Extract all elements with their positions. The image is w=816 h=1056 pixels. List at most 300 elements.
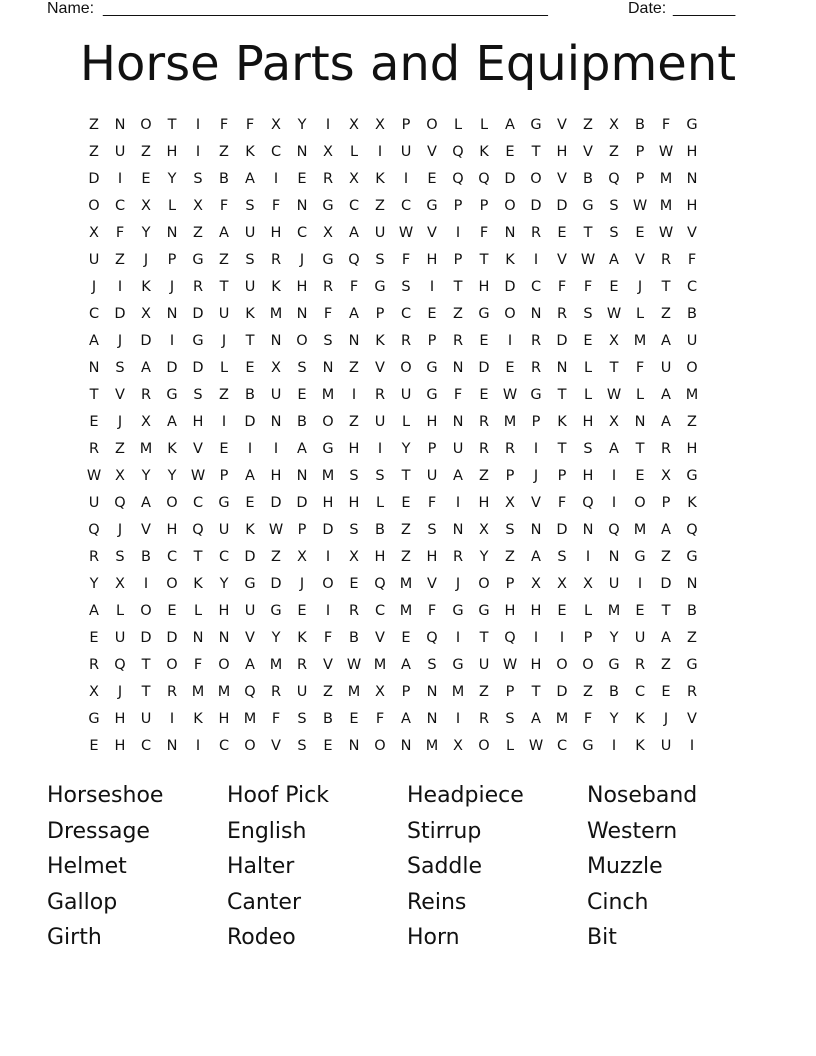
grid-letter: G bbox=[322, 198, 334, 214]
grid-letter: I bbox=[351, 387, 357, 403]
grid-letter: F bbox=[349, 279, 359, 295]
grid-letter: C bbox=[530, 279, 542, 295]
grid-letter: D bbox=[556, 333, 568, 349]
grid-letter: O bbox=[166, 495, 178, 511]
grid-letter: Q bbox=[244, 684, 256, 700]
grid-letter: D bbox=[166, 360, 178, 376]
grid-letter: Y bbox=[609, 630, 619, 646]
grid-letter: X bbox=[271, 117, 281, 133]
grid-letter: R bbox=[686, 684, 698, 700]
grid-letter: B bbox=[583, 171, 593, 187]
grid-letter: Z bbox=[661, 657, 671, 673]
grid-letter: H bbox=[530, 657, 542, 673]
grid-letter: U bbox=[114, 144, 126, 160]
grid-letter: Z bbox=[219, 144, 229, 160]
grid-letter: N bbox=[114, 117, 126, 133]
grid-letter: H bbox=[270, 225, 282, 241]
grid-letter: X bbox=[375, 684, 385, 700]
grid-letter: G bbox=[426, 198, 438, 214]
grid-letter: L bbox=[219, 360, 229, 376]
grid-letter: T bbox=[219, 279, 229, 295]
grid-letter: G bbox=[426, 360, 438, 376]
grid-letter: A bbox=[505, 117, 515, 133]
grid-letter: Q bbox=[608, 522, 620, 538]
grid-letter: Z bbox=[115, 441, 125, 457]
grid-letter: D bbox=[530, 198, 542, 214]
grid-letter: I bbox=[455, 225, 461, 241]
grid-letter: M bbox=[425, 738, 439, 754]
grid-letter: A bbox=[531, 711, 541, 727]
grid-letter: E bbox=[505, 144, 515, 160]
grid-letter: D bbox=[114, 306, 126, 322]
grid-letter: Q bbox=[88, 522, 100, 538]
grid-letter: S bbox=[297, 360, 307, 376]
grid-letter: R bbox=[322, 171, 334, 187]
word-list-item: Rodeo bbox=[227, 925, 296, 950]
grid-letter: V bbox=[687, 225, 697, 241]
grid-letter: N bbox=[400, 738, 412, 754]
grid-letter: K bbox=[375, 171, 385, 187]
grid-letter: R bbox=[660, 441, 672, 457]
grid-letter: S bbox=[609, 225, 619, 241]
grid-letter: H bbox=[478, 495, 490, 511]
grid-letter: H bbox=[322, 495, 334, 511]
grid-letter: M bbox=[451, 684, 465, 700]
grid-letter: E bbox=[245, 360, 255, 376]
grid-letter: F bbox=[427, 603, 437, 619]
grid-letter: K bbox=[505, 252, 515, 268]
grid-letter: U bbox=[244, 225, 256, 241]
word-list-item: Canter bbox=[227, 889, 301, 915]
grid-letter: V bbox=[557, 252, 567, 268]
grid-letter: V bbox=[245, 630, 255, 646]
grid-letter: M bbox=[269, 306, 283, 322]
grid-letter: U bbox=[244, 603, 256, 619]
grid-letter: Q bbox=[686, 522, 698, 538]
grid-letter: I bbox=[455, 495, 461, 511]
grid-letter: R bbox=[530, 333, 542, 349]
grid-letter: I bbox=[585, 549, 591, 565]
grid-letter: Z bbox=[661, 306, 671, 322]
word-list-item: Gallop bbox=[47, 889, 118, 915]
grid-letter: Z bbox=[271, 549, 281, 565]
grid-letter: R bbox=[556, 306, 568, 322]
word-list-item: Cinch bbox=[587, 889, 649, 915]
grid-letter: R bbox=[530, 360, 542, 376]
grid-letter: F bbox=[271, 198, 281, 214]
grid-letter: H bbox=[218, 603, 230, 619]
grid-letter: M bbox=[347, 684, 361, 700]
grid-letter: C bbox=[140, 738, 152, 754]
grid-letter: Y bbox=[167, 468, 177, 484]
grid-letter: U bbox=[426, 468, 438, 484]
grid-letter: C bbox=[296, 225, 308, 241]
grid-letter: M bbox=[399, 576, 413, 592]
grid-letter: V bbox=[141, 522, 151, 538]
grid-letter: T bbox=[557, 387, 567, 403]
name-label: Name: bbox=[47, 0, 95, 17]
grid-letter: T bbox=[193, 549, 203, 565]
grid-letter: D bbox=[504, 171, 516, 187]
grid-letter: G bbox=[478, 306, 490, 322]
grid-letter: L bbox=[349, 144, 359, 160]
grid-letter: S bbox=[557, 549, 567, 565]
grid-letter: G bbox=[322, 252, 334, 268]
word-list-row bbox=[47, 885, 767, 921]
grid-letter: F bbox=[375, 711, 385, 727]
grid-letter: X bbox=[141, 198, 151, 214]
grid-letter: I bbox=[455, 711, 461, 727]
grid-letter: T bbox=[609, 360, 619, 376]
grid-row bbox=[81, 706, 741, 733]
grid-letter: S bbox=[349, 468, 359, 484]
grid-letter: H bbox=[504, 603, 516, 619]
grid-letter: J bbox=[91, 279, 97, 295]
grid-letter: D bbox=[556, 684, 568, 700]
grid-letter: X bbox=[349, 549, 359, 565]
grid-letter: I bbox=[455, 630, 461, 646]
grid-letter: E bbox=[635, 225, 645, 241]
grid-letter: Z bbox=[349, 360, 359, 376]
grid-letter: M bbox=[633, 333, 647, 349]
grid-letter: U bbox=[114, 630, 126, 646]
grid-letter: C bbox=[192, 495, 204, 511]
grid-letter: S bbox=[375, 252, 385, 268]
grid-letter: S bbox=[297, 711, 307, 727]
grid-letter: I bbox=[611, 495, 617, 511]
grid-letter: A bbox=[609, 252, 619, 268]
grid-letter: W bbox=[580, 252, 596, 268]
grid-letter: S bbox=[323, 333, 333, 349]
grid-letter: A bbox=[141, 360, 151, 376]
grid-letter: G bbox=[686, 468, 698, 484]
grid-letter: E bbox=[661, 684, 671, 700]
grid-letter: O bbox=[218, 657, 230, 673]
grid-letter: E bbox=[401, 630, 411, 646]
grid-letter: R bbox=[88, 441, 100, 457]
grid-letter: G bbox=[166, 387, 178, 403]
grid-letter: O bbox=[166, 576, 178, 592]
grid-row bbox=[81, 571, 741, 598]
grid-letter: X bbox=[141, 414, 151, 430]
grid-letter: X bbox=[453, 738, 463, 754]
grid-letter: J bbox=[455, 576, 461, 592]
grid-letter: H bbox=[582, 414, 594, 430]
grid-letter: I bbox=[533, 252, 539, 268]
grid-letter: D bbox=[296, 495, 308, 511]
grid-letter: C bbox=[400, 306, 412, 322]
grid-letter: U bbox=[374, 225, 386, 241]
grid-letter: C bbox=[634, 684, 646, 700]
grid-letter: N bbox=[348, 333, 360, 349]
grid-letter: L bbox=[479, 117, 489, 133]
grid-letter: G bbox=[530, 117, 542, 133]
grid-letter: Z bbox=[687, 414, 697, 430]
grid-letter: K bbox=[479, 144, 489, 160]
grid-letter: A bbox=[661, 387, 671, 403]
grid-letter: Y bbox=[297, 117, 307, 133]
grid-letter: M bbox=[217, 684, 231, 700]
grid-letter: C bbox=[348, 198, 360, 214]
grid-letter: P bbox=[297, 522, 307, 538]
grid-letter: U bbox=[88, 495, 100, 511]
grid-letter: M bbox=[659, 198, 673, 214]
grid-letter: E bbox=[401, 495, 411, 511]
grid-letter: E bbox=[349, 576, 359, 592]
grid-letter: Z bbox=[479, 684, 489, 700]
grid-letter: S bbox=[609, 198, 619, 214]
grid-letter: Z bbox=[349, 414, 359, 430]
grid-letter: Z bbox=[193, 225, 203, 241]
word-list-item: Muzzle bbox=[587, 854, 663, 879]
grid-letter: P bbox=[635, 144, 645, 160]
grid-letter: F bbox=[583, 279, 593, 295]
grid-letter: R bbox=[660, 252, 672, 268]
grid-letter: S bbox=[583, 306, 593, 322]
grid-letter: B bbox=[245, 387, 255, 403]
grid-letter: F bbox=[323, 306, 333, 322]
word-list-item: Girth bbox=[47, 925, 102, 950]
grid-letter: T bbox=[583, 225, 593, 241]
grid-letter: W bbox=[528, 738, 544, 754]
grid-letter: D bbox=[244, 414, 256, 430]
grid-letter: H bbox=[166, 144, 178, 160]
word-list-row bbox=[47, 814, 767, 850]
grid-letter: G bbox=[452, 603, 464, 619]
grid-letter: A bbox=[401, 711, 411, 727]
grid-letter: O bbox=[88, 198, 100, 214]
word-list-row bbox=[47, 778, 767, 814]
grid-letter: S bbox=[375, 468, 385, 484]
grid-letter: P bbox=[219, 468, 229, 484]
grid-letter: H bbox=[530, 603, 542, 619]
grid-letter: M bbox=[685, 387, 699, 403]
grid-letter: R bbox=[192, 279, 204, 295]
grid-letter: A bbox=[531, 549, 541, 565]
grid-letter: U bbox=[400, 144, 412, 160]
grid-letter: N bbox=[686, 576, 698, 592]
grid-letter: H bbox=[348, 495, 360, 511]
grid-letter: D bbox=[556, 522, 568, 538]
grid-row bbox=[81, 733, 741, 760]
grid-letter: P bbox=[427, 441, 437, 457]
grid-letter: G bbox=[608, 657, 620, 673]
grid-letter: G bbox=[270, 603, 282, 619]
grid-letter: H bbox=[686, 198, 698, 214]
grid-letter: N bbox=[192, 630, 204, 646]
grid-letter: Q bbox=[504, 630, 516, 646]
grid-letter: H bbox=[166, 522, 178, 538]
word-list-item: Headpiece bbox=[407, 783, 524, 808]
grid-letter: V bbox=[583, 144, 593, 160]
word-list-item: Horn bbox=[407, 925, 460, 950]
grid-letter: E bbox=[245, 495, 255, 511]
grid-letter: Q bbox=[582, 495, 594, 511]
grid-letter: I bbox=[611, 468, 617, 484]
grid-letter: X bbox=[323, 225, 333, 241]
word-list-item: Helmet bbox=[47, 854, 127, 879]
grid-letter: D bbox=[504, 279, 516, 295]
date-label: Date: bbox=[628, 0, 667, 17]
grid-letter: K bbox=[167, 441, 177, 457]
word-list-row bbox=[47, 920, 767, 956]
grid-letter: N bbox=[452, 414, 464, 430]
grid-letter: B bbox=[141, 549, 151, 565]
word-list bbox=[47, 778, 767, 956]
grid-letter: D bbox=[660, 576, 672, 592]
grid-letter: Z bbox=[505, 549, 515, 565]
grid-letter: U bbox=[374, 414, 386, 430]
grid-letter: E bbox=[349, 711, 359, 727]
grid-letter: K bbox=[141, 279, 151, 295]
grid-letter: Z bbox=[89, 144, 99, 160]
grid-letter: M bbox=[399, 603, 413, 619]
grid-letter: L bbox=[583, 360, 593, 376]
grid-letter: X bbox=[557, 576, 567, 592]
grid-letter: K bbox=[245, 522, 255, 538]
grid-letter: Q bbox=[114, 657, 126, 673]
grid-row bbox=[81, 463, 741, 490]
grid-letter: T bbox=[453, 279, 463, 295]
grid-letter: P bbox=[505, 684, 515, 700]
grid-row bbox=[81, 436, 741, 463]
grid-letter: P bbox=[401, 117, 411, 133]
grid-letter: P bbox=[453, 252, 463, 268]
grid-letter: U bbox=[296, 684, 308, 700]
grid-letter: E bbox=[557, 225, 567, 241]
grid-letter: X bbox=[323, 144, 333, 160]
grid-letter: F bbox=[557, 279, 567, 295]
grid-letter: Z bbox=[583, 684, 593, 700]
grid-letter: L bbox=[635, 387, 645, 403]
grid-letter: C bbox=[88, 306, 100, 322]
grid-letter: V bbox=[115, 387, 125, 403]
grid-letter: I bbox=[533, 441, 539, 457]
grid-letter: Q bbox=[452, 171, 464, 187]
grid-letter: T bbox=[635, 441, 645, 457]
grid-letter: A bbox=[349, 306, 359, 322]
grid-letter: B bbox=[219, 171, 229, 187]
grid-letter: X bbox=[531, 576, 541, 592]
grid-letter: D bbox=[244, 549, 256, 565]
grid-letter: B bbox=[609, 684, 619, 700]
grid-row bbox=[81, 166, 741, 193]
grid-letter: N bbox=[556, 360, 568, 376]
grid-letter: G bbox=[686, 117, 698, 133]
grid-letter: X bbox=[583, 576, 593, 592]
grid-letter: R bbox=[400, 333, 412, 349]
grid-letter: A bbox=[609, 441, 619, 457]
grid-letter: Q bbox=[374, 576, 386, 592]
grid-letter: L bbox=[583, 603, 593, 619]
grid-letter: M bbox=[139, 441, 153, 457]
grid-letter: M bbox=[321, 468, 335, 484]
grid-letter: I bbox=[325, 117, 331, 133]
grid-letter: N bbox=[530, 522, 542, 538]
name-blank-line: __________________________________________________ bbox=[103, 0, 548, 17]
grid-letter: F bbox=[453, 387, 463, 403]
grid-letter: G bbox=[686, 549, 698, 565]
grid-letter: T bbox=[557, 441, 567, 457]
grid-letter: I bbox=[273, 171, 279, 187]
grid-letter: I bbox=[377, 441, 383, 457]
grid-letter: F bbox=[271, 711, 281, 727]
grid-letter: S bbox=[245, 198, 255, 214]
grid-letter: Z bbox=[89, 117, 99, 133]
grid-letter: P bbox=[375, 306, 385, 322]
grid-letter: J bbox=[117, 414, 123, 430]
grid-letter: R bbox=[348, 603, 360, 619]
grid-letter: D bbox=[140, 333, 152, 349]
grid-letter: S bbox=[115, 549, 125, 565]
grid-letter: J bbox=[143, 252, 149, 268]
grid-letter: X bbox=[115, 468, 125, 484]
word-list-item: Saddle bbox=[407, 854, 483, 879]
grid-letter: Q bbox=[114, 495, 126, 511]
grid-letter: F bbox=[583, 711, 593, 727]
grid-letter: Y bbox=[167, 171, 177, 187]
grid-letter: I bbox=[559, 630, 565, 646]
grid-letter: W bbox=[658, 144, 674, 160]
grid-letter: X bbox=[661, 468, 671, 484]
grid-letter: Q bbox=[192, 522, 204, 538]
grid-letter: N bbox=[88, 360, 100, 376]
grid-letter: Z bbox=[375, 198, 385, 214]
grid-letter: H bbox=[348, 441, 360, 457]
grid-letter: E bbox=[89, 738, 99, 754]
grid-letter: I bbox=[221, 414, 227, 430]
grid-letter: H bbox=[296, 279, 308, 295]
grid-letter: C bbox=[218, 738, 230, 754]
grid-letter: N bbox=[426, 711, 438, 727]
grid-letter: W bbox=[606, 387, 622, 403]
grid-row bbox=[81, 652, 741, 679]
grid-row bbox=[81, 409, 741, 436]
grid-letter: F bbox=[557, 495, 567, 511]
grid-row bbox=[81, 598, 741, 625]
grid-letter: E bbox=[297, 603, 307, 619]
grid-letter: E bbox=[583, 333, 593, 349]
grid-letter: K bbox=[271, 279, 281, 295]
grid-letter: M bbox=[191, 684, 205, 700]
grid-letter: N bbox=[452, 522, 464, 538]
grid-letter: J bbox=[663, 711, 669, 727]
grid-row bbox=[81, 355, 741, 382]
grid-letter: J bbox=[117, 684, 123, 700]
grid-letter: N bbox=[296, 306, 308, 322]
grid-letter: P bbox=[505, 576, 515, 592]
grid-letter: Y bbox=[219, 576, 229, 592]
grid-letter: O bbox=[686, 360, 698, 376]
grid-letter: E bbox=[297, 387, 307, 403]
grid-letter: D bbox=[556, 198, 568, 214]
grid-letter: A bbox=[89, 333, 99, 349]
grid-row bbox=[81, 382, 741, 409]
grid-letter: B bbox=[687, 603, 697, 619]
grid-letter: V bbox=[375, 360, 385, 376]
grid-letter: M bbox=[503, 414, 517, 430]
grid-letter: S bbox=[427, 522, 437, 538]
grid-letter: W bbox=[346, 657, 362, 673]
grid-letter: I bbox=[117, 171, 123, 187]
grid-letter: W bbox=[606, 306, 622, 322]
grid-letter: K bbox=[635, 711, 645, 727]
grid-letter: F bbox=[219, 198, 229, 214]
grid-letter: G bbox=[478, 603, 490, 619]
grid-letter: I bbox=[325, 549, 331, 565]
grid-letter: G bbox=[686, 657, 698, 673]
grid-row bbox=[81, 517, 741, 544]
